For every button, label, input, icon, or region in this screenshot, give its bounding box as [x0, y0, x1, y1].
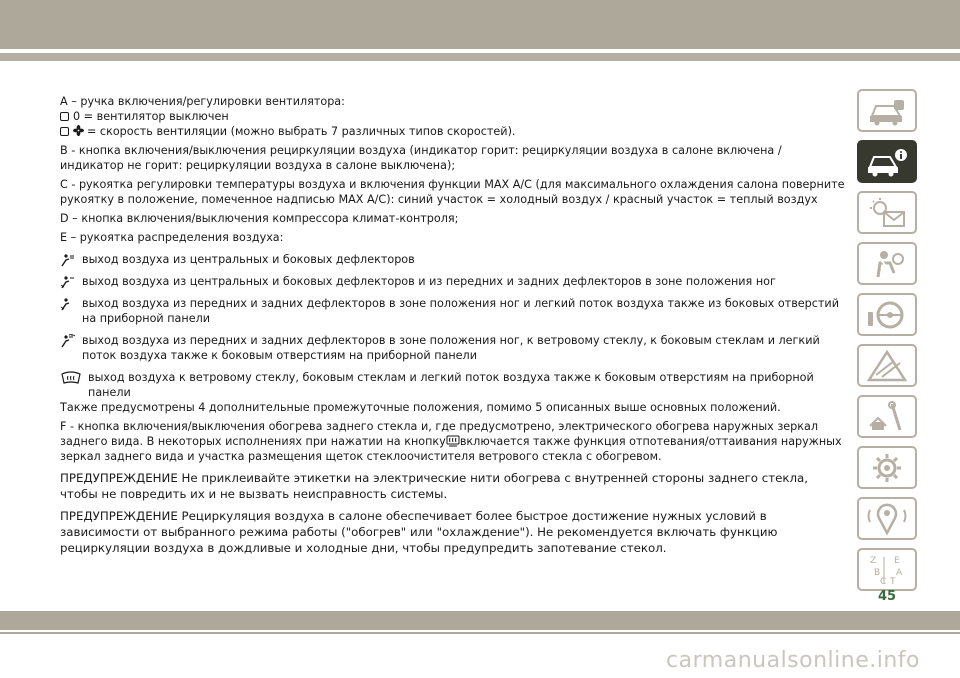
recirculation-line: B - кнопка включения/выключения рециркуляции воздуха (индикатор горит: рециркуляции воздуха в салоне включена / индикатор не горит: рециркуляции воздуха в салоне выключена);: [60, 144, 782, 172]
rear-defrost-line: F - кнопка включения/выключения обогрева заднего стекла и, где предусмотрено, электрического обогрева наружных зеркал заднего вида. В некоторых исполнениях при нажатии на кнопку включается также функция отпотевания/оттаивания наружных зеркал заднего вида и участка размещения щеток стеклоочистителя ветрового стекла с обогревом.: [60, 420, 842, 463]
top-decor-rule: [0, 53, 960, 61]
air-face-feet-icon: [60, 275, 82, 289]
safety-airbag-icon: [864, 247, 910, 281]
distribution-title: E – рукоятка распределения воздуха:: [60, 231, 284, 244]
svg-text:T: T: [890, 576, 896, 587]
windshield-defrost-icon: [60, 371, 88, 385]
car-info-icon: [864, 145, 910, 179]
top-decor-band: [0, 0, 960, 49]
warning-rear-glass: ПРЕДУПРЕЖДЕНИЕ Не приклеивайте этикетки на электрические нити обогрева с внутренней стороны заднего стекла, чтобы не повредить их и не вызвать неисправность системы.: [60, 471, 809, 501]
svg-text:C: C: [880, 576, 887, 587]
page-number: 45: [877, 589, 897, 604]
steering-key-icon: [864, 298, 910, 332]
svg-text:A: A: [896, 567, 903, 578]
fan-off-line: 0 = вентилятор выключен: [60, 109, 845, 124]
extra-positions-line: Также предусмотрены 4 дополнительные промежуточные положения, помимо 5 описанных выше основных положений.: [60, 401, 781, 414]
air-mode-row: выход воздуха из передних и задних дефлекторов в зоне положения ног и легкий поток воздуха также из боковых отверстий на приборной панели: [60, 296, 845, 326]
watermark: carmanualsonline.info: [666, 648, 920, 673]
compressor-line: D – кнопка включения/выключения компрессора климат-контроля;: [60, 212, 459, 225]
off-position-icon: [60, 112, 69, 121]
speed-position-icon: [60, 127, 69, 136]
air-face-icon: [60, 253, 82, 267]
tab-multimedia[interactable]: [857, 497, 917, 540]
tab-index[interactable]: [857, 548, 917, 591]
air-mode-row: выход воздуха из передних и задних дефлекторов в зоне положения ног, к ветровому стеклу, к боковым стеклам и легкий поток воздуха также к боковым отверстиям на приборной панели: [60, 333, 845, 363]
air-mode-row: выход воздуха к ветровому стеклу, боковым стеклам и легкий поток воздуха также к боковым отверстиям на приборной панели: [60, 370, 845, 400]
manual-text: [60, 94, 845, 562]
bottom-decor-rule: [0, 632, 960, 634]
alphabetical-index-icon: [864, 553, 910, 587]
tab-car-info[interactable]: [857, 140, 917, 183]
fan-knob-title: A – ручка включения/регулировки вентилятора:: [60, 95, 345, 108]
tab-starting[interactable]: [857, 293, 917, 336]
dashboard-car-icon: [864, 94, 910, 128]
tab-maintenance[interactable]: [857, 395, 917, 438]
svg-text:Z: Z: [870, 555, 877, 566]
technical-data-icon: [864, 451, 910, 485]
maintenance-tools-icon: [864, 400, 910, 434]
rear-defrost-icon: [446, 435, 460, 447]
svg-text:E: E: [894, 555, 900, 566]
bottom-decor-band: [0, 611, 960, 630]
tab-technical-data[interactable]: [857, 446, 917, 489]
air-feet-icon: [60, 297, 82, 311]
multimedia-icon: [864, 502, 910, 536]
tab-safety[interactable]: [857, 242, 917, 285]
fan-speed-line: = скорость вентиляции (можно выбрать 7 различных типов скоростей).: [60, 124, 845, 139]
fan-icon: [73, 125, 84, 136]
temperature-line: C - рукоятка регулировки температуры воздуха и включения функции MAX A/C (для максимального охлаждения салона поверните рукоятку в положение, помеченное надписью MAX A/C): синий участок = холодный воздух / красный участок = теплый воздух: [60, 178, 845, 206]
tab-warning-lights[interactable]: [857, 191, 917, 234]
tab-emergency[interactable]: [857, 344, 917, 387]
warning-recirculation: ПРЕДУПРЕЖДЕНИЕ Рециркуляция воздуха в салоне обеспечивает более быстрое достижение нужных условий в зависимости от выбранного режима работы ("обогрев" или "охлаждение"). Не рекомендуется включать функцию рециркуляции воздуха в дождливые и холодные дни, чтобы предупредить запотевание стекол.: [60, 509, 778, 555]
air-mode-row: выход воздуха из центральных и боковых дефлекторов: [60, 252, 845, 267]
emergency-triangle-icon: [864, 349, 910, 383]
air-feet-windshield-icon: [60, 334, 82, 348]
tab-dashboard[interactable]: [857, 89, 917, 132]
svg-text:B: B: [874, 567, 881, 578]
air-mode-row: выход воздуха из центральных и боковых дефлекторов и из передних и задних дефлекторов в зоне положения ног: [60, 274, 845, 289]
warning-lights-icon: [864, 196, 910, 230]
